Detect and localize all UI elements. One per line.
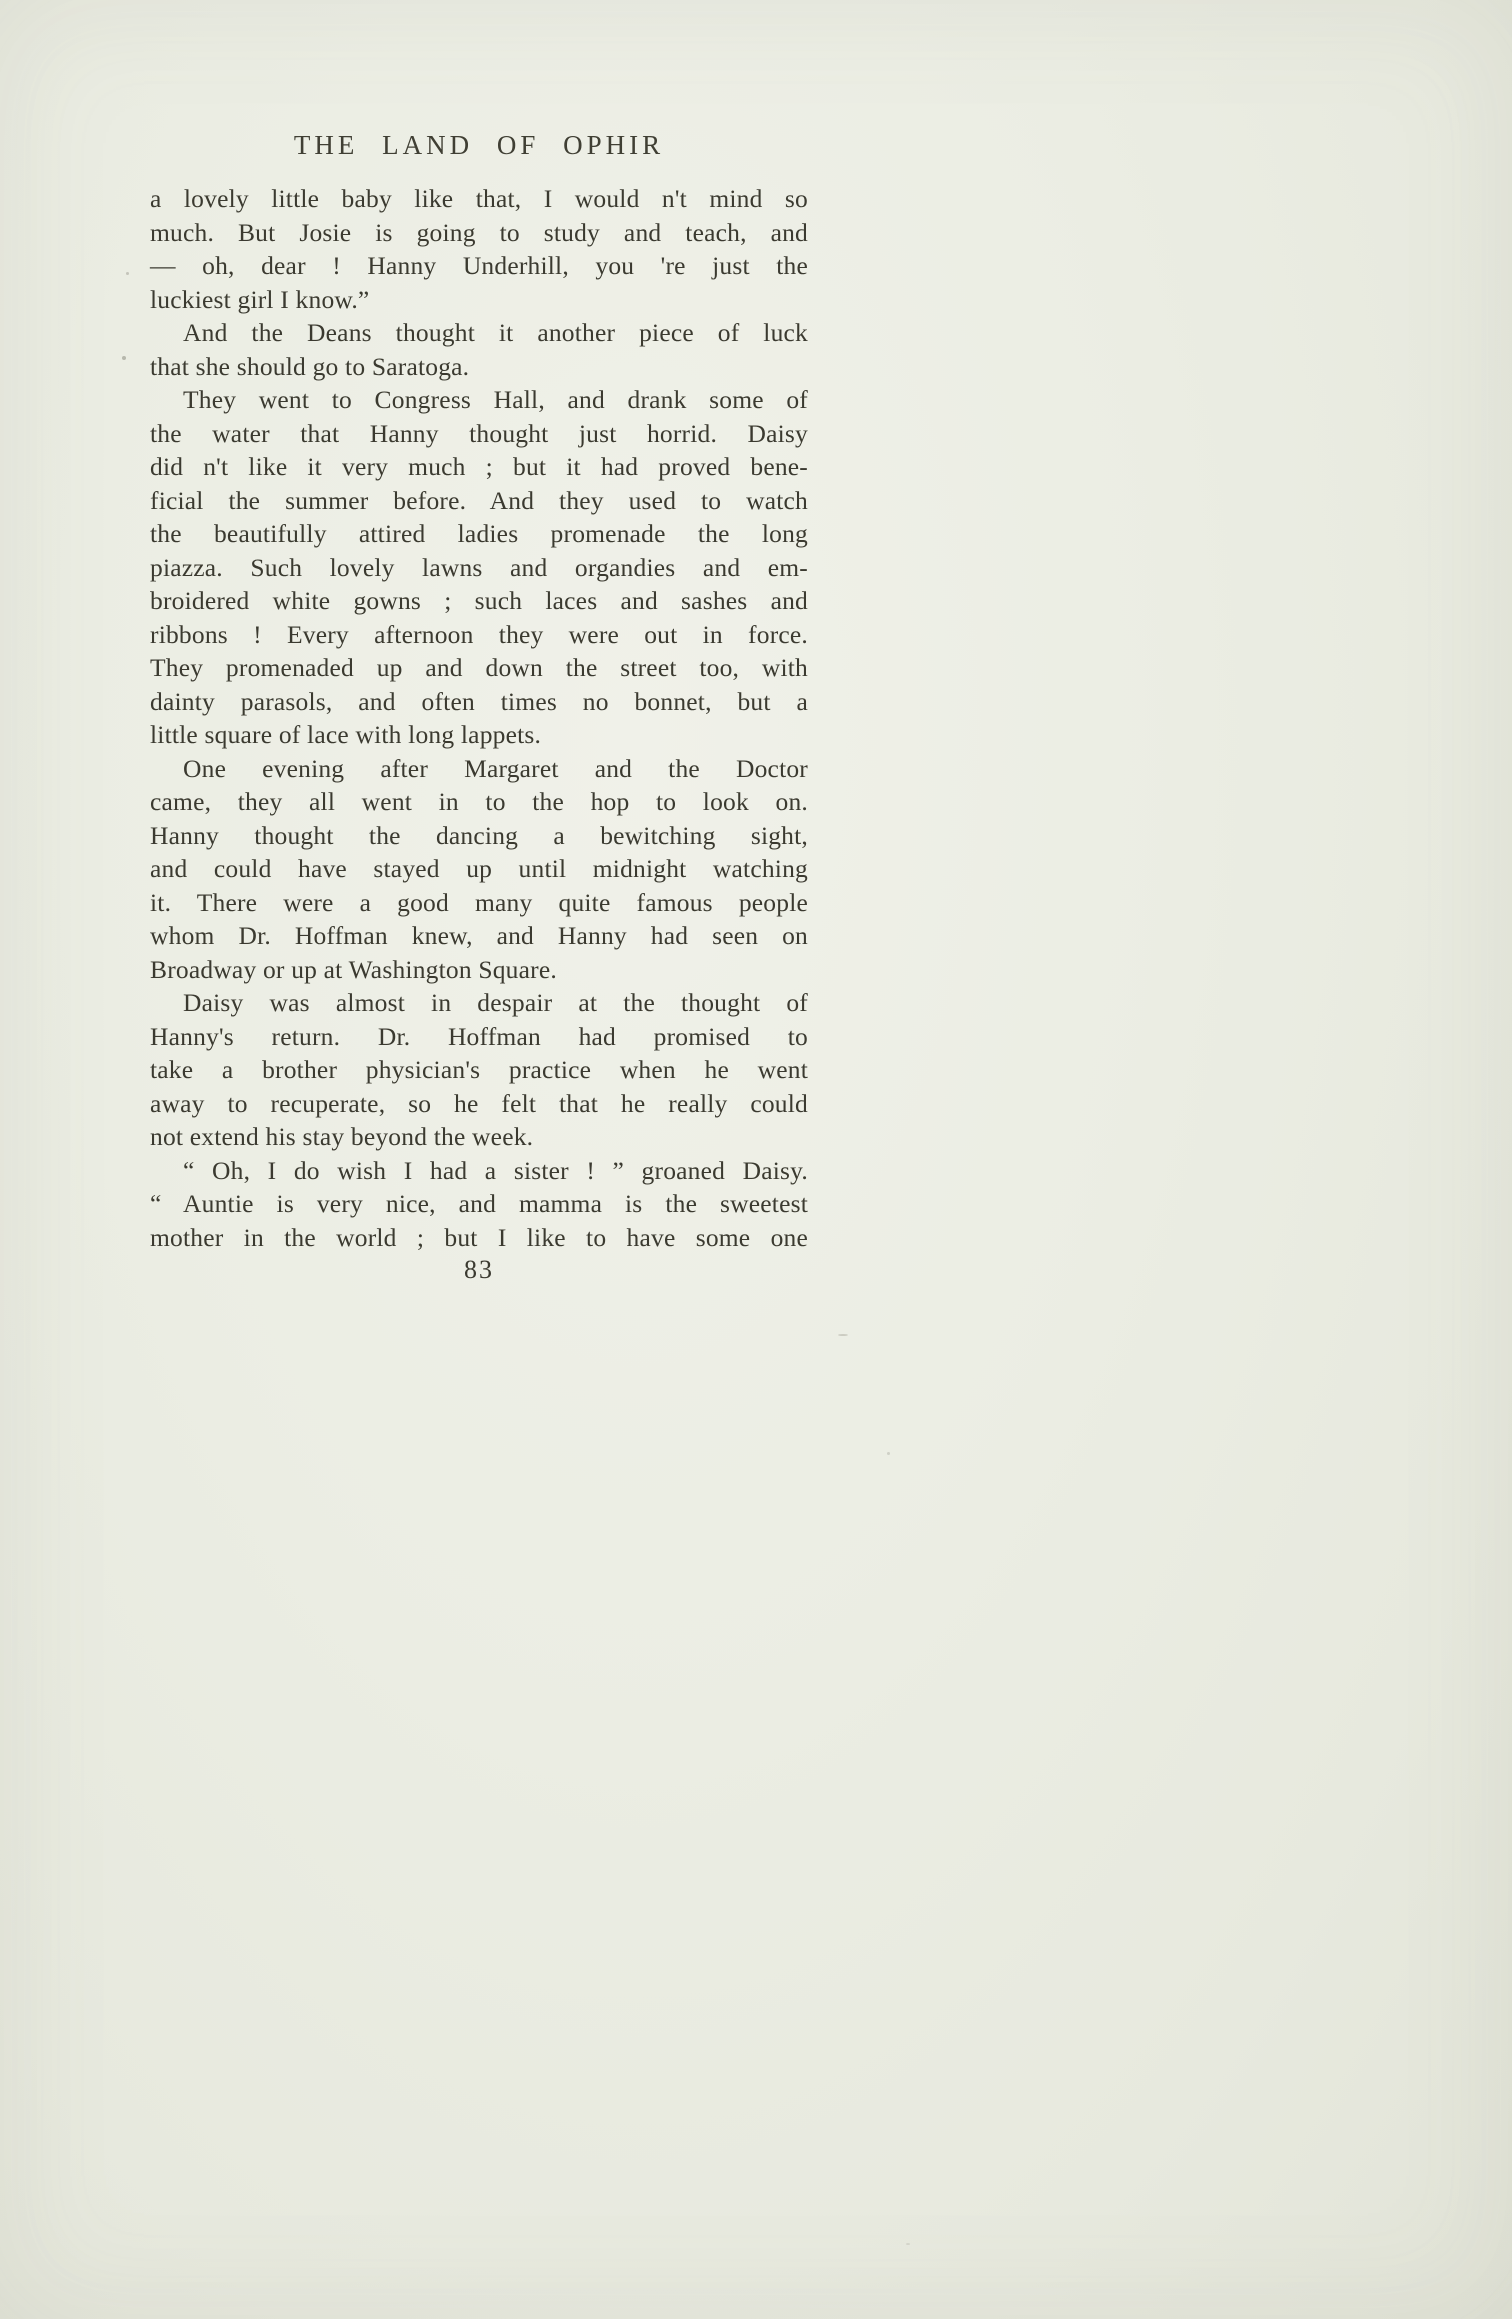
text-line: ficial the summer before. And they used to watch <box>150 485 808 515</box>
text-line: the water that Hanny thought just horrid. Daisy <box>150 418 808 448</box>
text-line: not extend his stay beyond the week. <box>150 1122 534 1151</box>
text-line: away to recuperate, so he felt that he really could <box>150 1088 808 1118</box>
text-line: They went to Congress Hall, and drank some of <box>183 385 808 414</box>
text-line: Broadway or up at Washington Square. <box>150 954 557 984</box>
running-header: THE LAND OF OPHIR <box>293 130 665 160</box>
paragraph <box>150 986 808 1154</box>
text-line: take a brother physician's practice when he went <box>150 1055 808 1084</box>
paragraph <box>150 752 808 987</box>
text-line: it. There were a good many quite famous people <box>150 887 808 917</box>
text-block <box>150 130 808 1285</box>
text-line: “ Auntie is very nice, and mamma is the sweetest <box>150 1189 808 1218</box>
text-line: and could have stayed up until midnight watching <box>150 854 808 883</box>
text-line: a lovely little baby like that, I would n't mind so <box>150 184 808 213</box>
text-line: Daisy was almost in despair at the thought of <box>183 988 808 1017</box>
paragraph <box>150 182 808 316</box>
text-line: Hanny thought the dancing a bewitching sight, <box>150 820 808 850</box>
text-line: ribbons ! Every afternoon they were out in force. <box>150 619 808 649</box>
text-line: piazza. Such lovely lawns and organdies and em- <box>150 552 808 582</box>
scan-speck <box>126 272 129 275</box>
text-line: did n't like it very much ; but it had proved bene- <box>150 452 808 481</box>
text-line: — oh, dear ! Hanny Underhill, you 're just the <box>150 251 808 280</box>
scan-speck <box>887 1452 890 1455</box>
text-line: luckiest girl I know.” <box>150 284 370 314</box>
text-line: broidered white gowns ; such laces and sashes and <box>150 586 808 615</box>
text-line: the beautifully attired ladies promenade the long <box>150 519 808 548</box>
text-line: little square of lace with long lappets. <box>150 720 542 749</box>
text-line: mother in the world ; but I like to have some one <box>150 1222 808 1252</box>
text-line: that she should go to Saratoga. <box>150 351 470 381</box>
scan-speck <box>838 1334 848 1336</box>
text-line: And the Deans thought it another piece of luck <box>183 318 808 347</box>
paragraph <box>150 1154 808 1255</box>
paragraph <box>150 316 808 383</box>
text-line: came, they all went in to the hop to look on. <box>150 787 808 816</box>
scan-speck <box>122 356 126 360</box>
page-number: 83 <box>464 1255 494 1284</box>
paragraph <box>150 383 808 752</box>
body-text <box>150 182 808 1254</box>
text-line: They promenaded up and down the street too, with <box>150 653 808 682</box>
text-line: much. But Josie is going to study and teach, and <box>150 217 808 247</box>
text-line: One evening after Margaret and the Doctor <box>183 753 808 783</box>
text-line: Hanny's return. Dr. Hoffman had promised to <box>150 1021 808 1051</box>
text-line: dainty parasols, and often times no bonnet, but a <box>150 686 808 716</box>
text-line: whom Dr. Hoffman knew, and Hanny had seen on <box>150 921 808 950</box>
text-line: “ Oh, I do wish I had a sister ! ” groaned Daisy. <box>183 1155 808 1185</box>
scan-speck <box>906 2243 910 2245</box>
